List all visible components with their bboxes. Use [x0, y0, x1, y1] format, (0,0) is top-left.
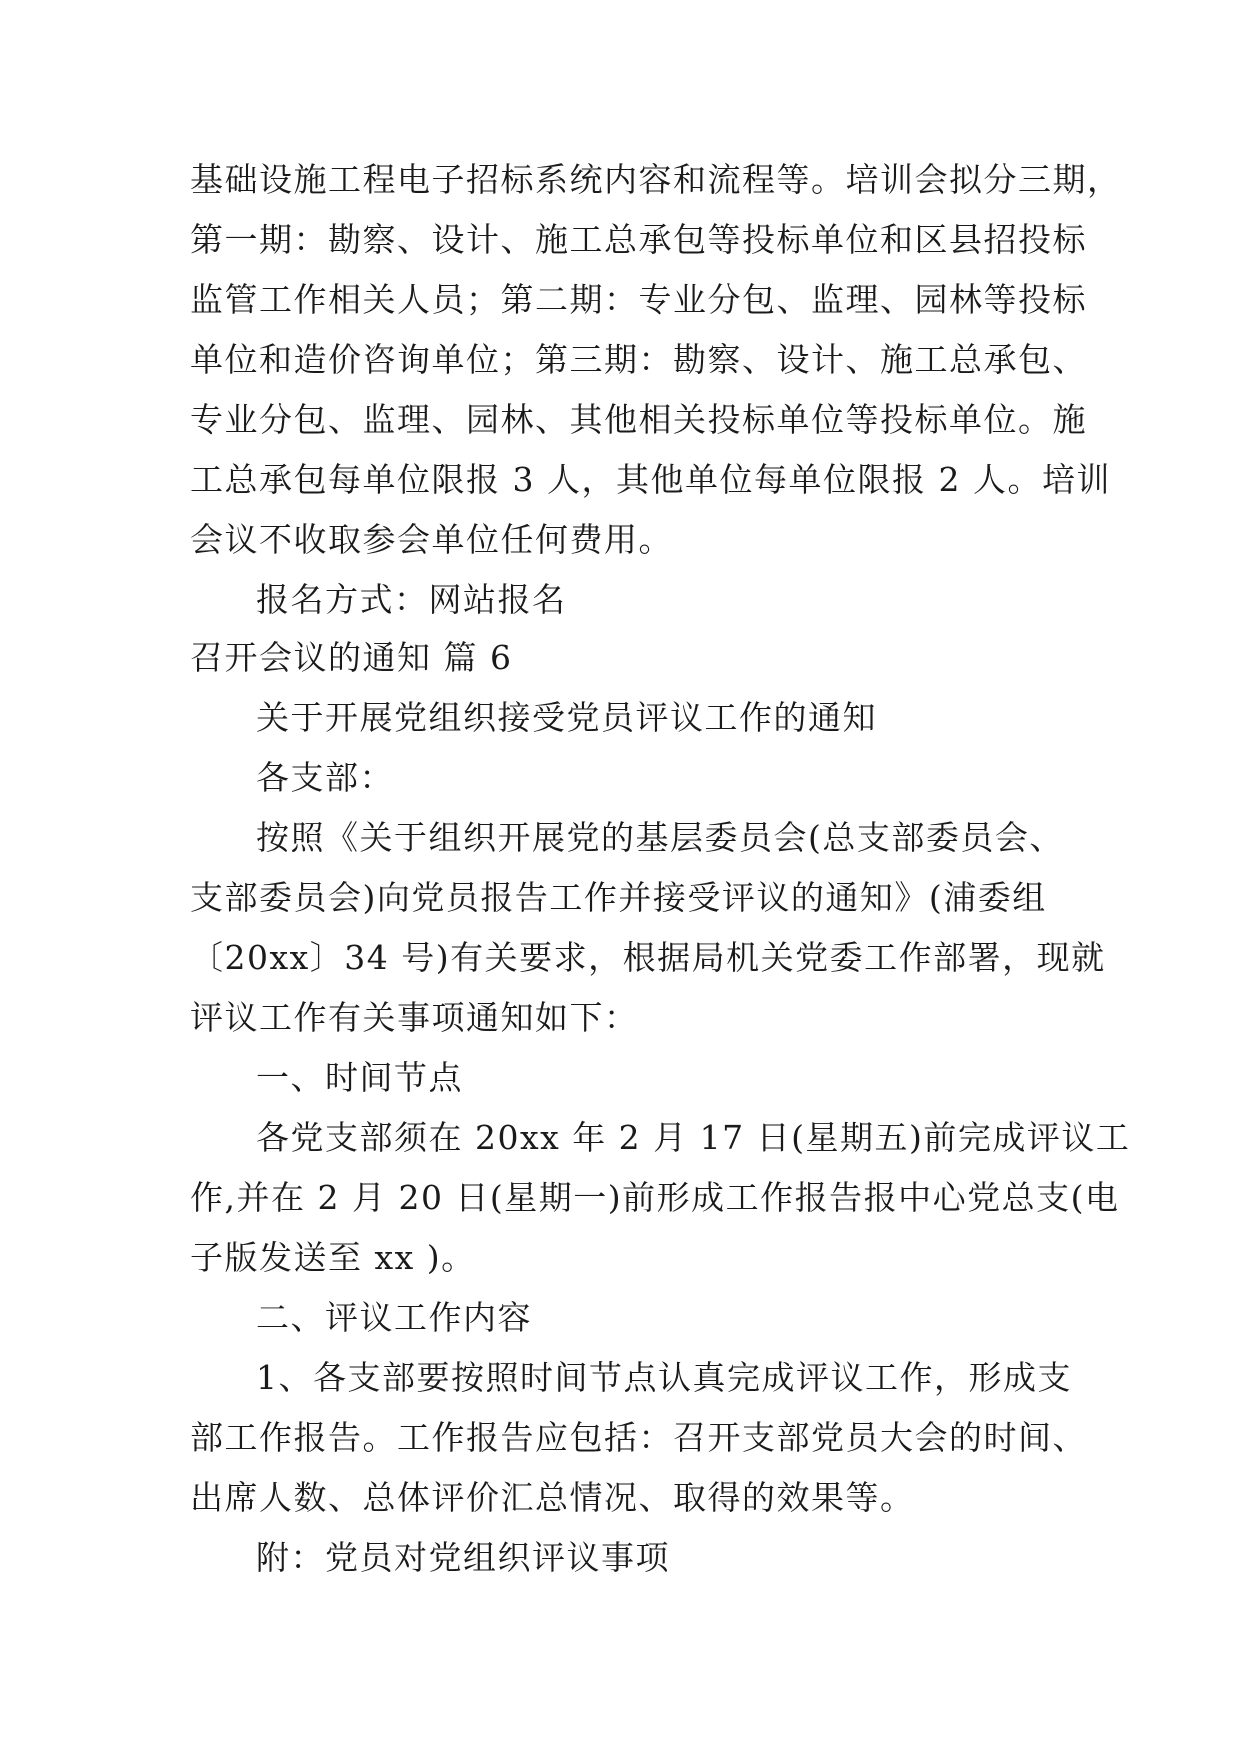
paragraph-line: 〔20xx〕34 号)有关要求，根据局机关党委工作部署，现就 [190, 938, 1106, 977]
paragraph-line: 第一期：勘察、设计、施工总承包等投标单位和区县招投标 [190, 220, 1087, 259]
paragraph-line: 出席人数、总体评价汇总情况、取得的效果等。 [190, 1478, 915, 1517]
paragraph-line: 监管工作相关人员；第二期：专业分包、监理、园林等投标 [190, 280, 1087, 319]
salutation: 各支部： [256, 758, 394, 797]
paragraph-line: 各党支部须在 20xx 年 2 月 17 日(星期五)前完成评议工 [256, 1118, 1131, 1157]
paragraph-line: 工总承包每单位限报 3 人，其他单位每单位限报 2 人。培训 [190, 460, 1111, 499]
paragraph-line: 单位和造价咨询单位；第三期：勘察、设计、施工总承包、 [190, 340, 1087, 379]
subheading-time: 一、时间节点 [256, 1058, 463, 1097]
paragraph-line: 作,并在 2 月 20 日(星期一)前形成工作报告报中心党总支(电 [190, 1178, 1120, 1217]
attachment-note: 附：党员对党组织评议事项 [256, 1538, 670, 1577]
paragraph-line: 专业分包、监理、园林、其他相关投标单位等投标单位。施 [190, 400, 1087, 439]
paragraph-line: 按照《关于组织开展党的基层委员会(总支部委员会、 [256, 818, 1064, 857]
paragraph-line: 会议不收取参会单位任何费用。 [190, 520, 673, 559]
paragraph-line: 基础设施工程电子招标系统内容和流程等。培训会拟分三期， [190, 160, 1122, 199]
registration-method: 报名方式：网站报名 [256, 580, 567, 619]
paragraph-line: 部工作报告。工作报告应包括：召开支部党员大会的时间、 [190, 1418, 1087, 1457]
paragraph-line: 1、各支部要按照时间节点认真完成评议工作，形成支 [256, 1358, 1072, 1397]
section-heading: 召开会议的通知 篇 6 [190, 638, 513, 677]
subheading-content: 二、评议工作内容 [256, 1298, 532, 1337]
paragraph-line: 支部委员会)向党员报告工作并接受评议的通知》(浦委组 [190, 878, 1047, 917]
paragraph-line: 子版发送至 xx )。 [190, 1238, 476, 1277]
paragraph-line: 评议工作有关事项通知如下： [190, 998, 639, 1037]
notice-title: 关于开展党组织接受党员评议工作的通知 [256, 698, 877, 737]
